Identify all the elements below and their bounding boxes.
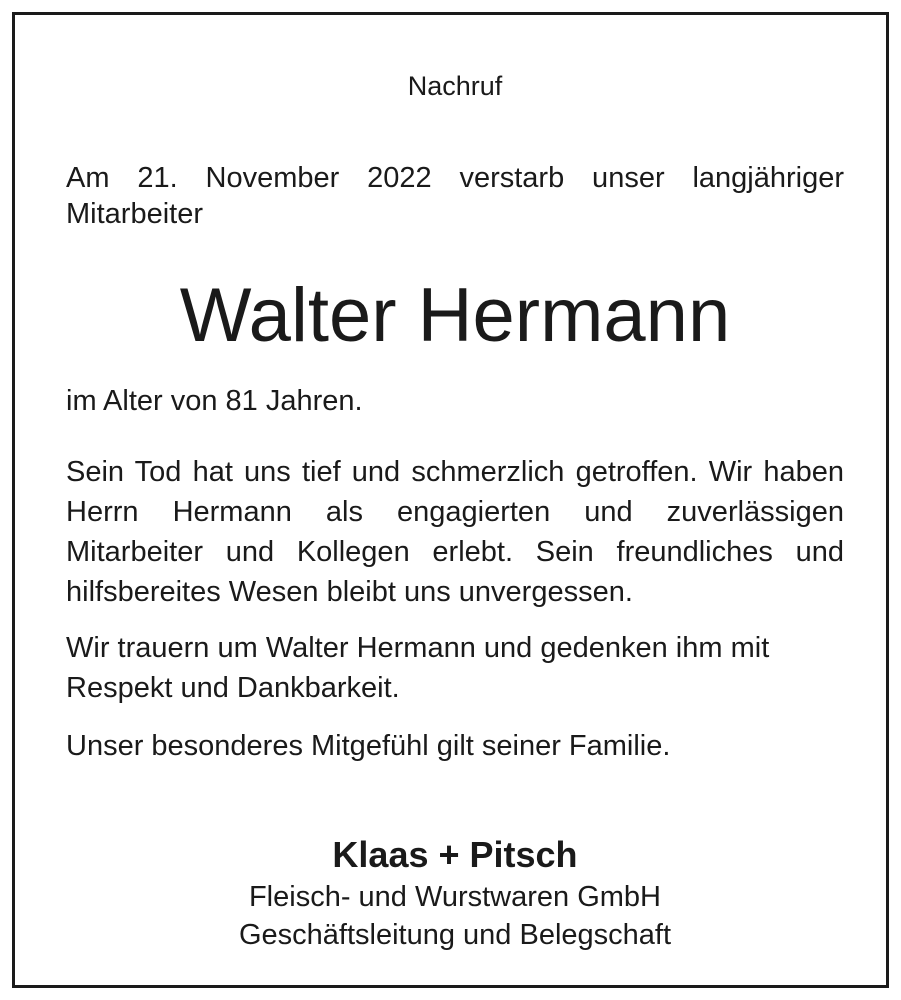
company-subtitle: Fleisch- und Wurstwaren GmbH [248, 881, 662, 913]
paragraph-tribute: Sein Tod hat uns tief und schmerzlich getroffen. Wir haben Herrn Hermann als engagierten und zuverlässigen Mitarbeiter und Kollegen erlebt. Sein freundliches und hilfsbereites Wesen bleibt uns unvergessen. [66, 456, 844, 608]
intro-line-1: Am 21. November 2022 verstarb unser langjähriger [66, 162, 844, 194]
intro-line-2: Mitarbeiter [66, 198, 203, 230]
intro-text [66, 160, 844, 232]
company-name: Klaas + Pitsch [332, 834, 578, 875]
obituary-border-frame [12, 12, 889, 988]
paragraph-condolence: Unser besonderes Mitgefühl gilt seiner Familie. [66, 730, 671, 762]
paragraph-mourning: Wir trauern um Walter Hermann und gedenken ihm mit Respekt und Dankbarkeit. [66, 632, 770, 704]
notice-heading: Nachruf [407, 71, 503, 101]
signatories: Geschäftsleitung und Belegschaft [238, 919, 672, 951]
deceased-name: Walter Hermann [179, 273, 731, 358]
age-line: im Alter von 81 Jahren. [66, 385, 363, 417]
